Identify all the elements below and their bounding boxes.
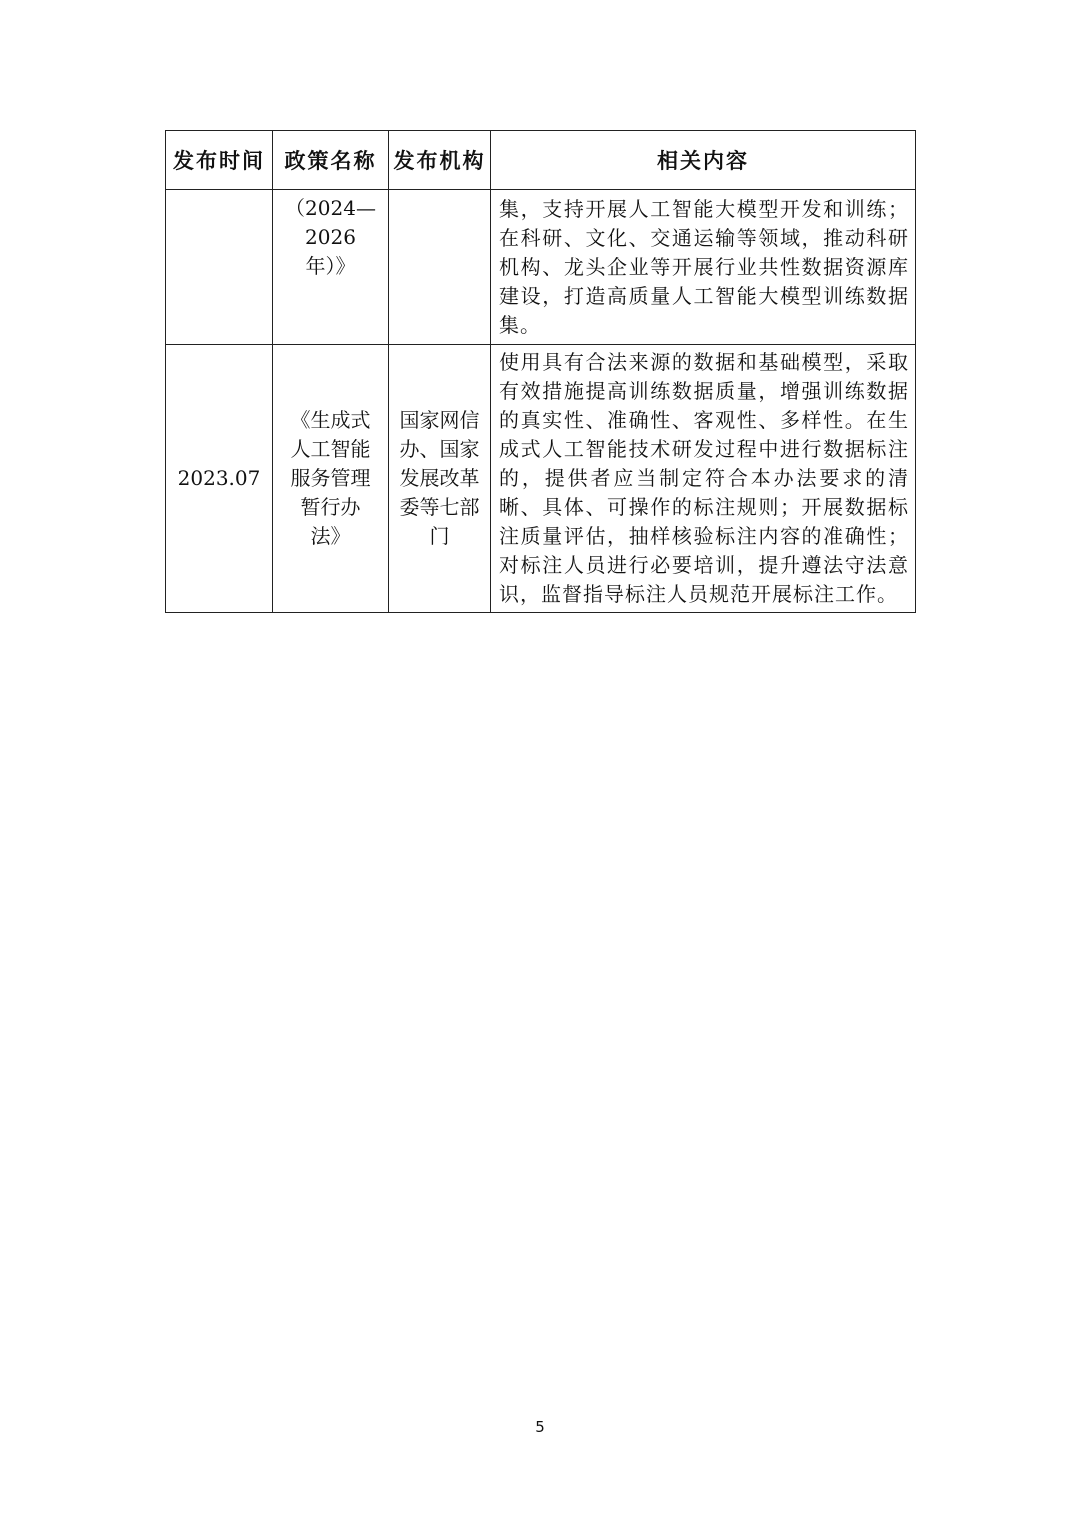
cell-publish-time xyxy=(166,190,273,345)
cell-policy-name xyxy=(273,190,389,345)
policy-table xyxy=(165,130,916,613)
cell-policy-name xyxy=(273,345,389,613)
header-related-content: 相关内容 xyxy=(491,131,916,190)
cell-publishing-agency xyxy=(389,190,491,345)
cell-publish-time xyxy=(166,345,273,613)
publishing-agency-text: 国家网信 办、国家 发展改革 委等七部 门 xyxy=(399,408,480,548)
page-number: 5 xyxy=(535,1418,545,1436)
header-publishing-agency: 发布机构 xyxy=(389,131,491,190)
policy-name-text: 《生成式 人工智能 服务管理 暂行办 法》 xyxy=(290,408,371,548)
cell-related-content xyxy=(491,345,916,613)
related-content-text: 使用具有合法来源的数据和基础模型，采取有效措施提高训练数据质量，增强训练数据的真实性、准确性、客观性、多样性。在生成式人工智能技术研发过程中进行数据标注的，提供者应当制定符合本办法要求的清晰、具体、可操作的标注规则；开展数据标注质量评估，抽样核验标注内容的准确性；对标注人员进行必要培训，提升遵法守法意识，监督指导标注人员规范开展标注工作。 xyxy=(499,350,909,606)
policy-name-text: （2024— 2026 年）》 xyxy=(285,196,376,278)
cell-related-content xyxy=(491,190,916,345)
related-content-text: 集，支持开展人工智能大模型开发和训练；在科研、文化、交通运输等领域，推动科研机构、龙头企业等开展行业共性数据资源库建设，打造高质量人工智能大模型训练数据集。 xyxy=(499,196,909,337)
cell-publishing-agency xyxy=(389,345,491,613)
header-publish-time: 发布时间 xyxy=(166,131,273,190)
publish-time-text: 2023.07 xyxy=(177,466,261,490)
table-row xyxy=(166,190,916,345)
table-header-row xyxy=(166,131,916,190)
header-policy-name: 政策名称 xyxy=(273,131,389,190)
table-row xyxy=(166,345,916,613)
